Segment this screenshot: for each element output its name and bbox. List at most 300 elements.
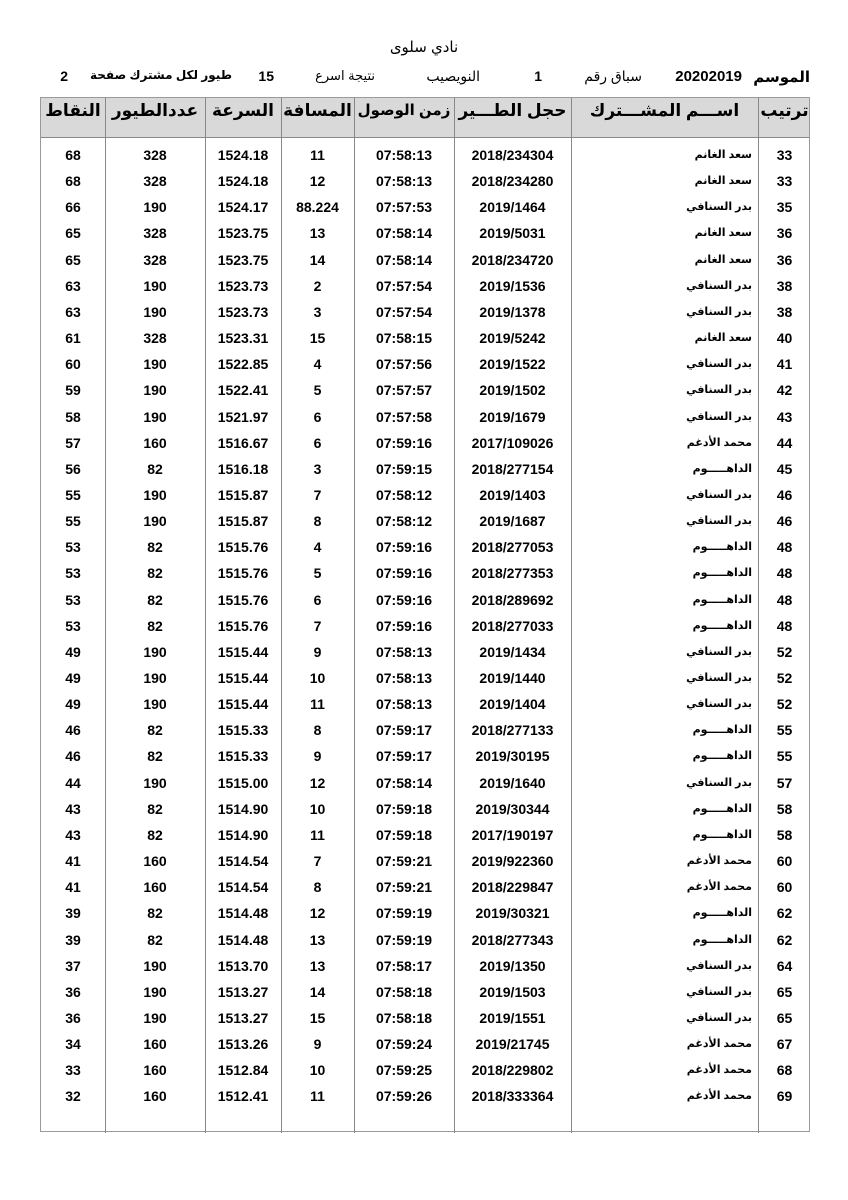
cell-points: 66: [65, 199, 81, 216]
cell-ring: 2019/1522: [479, 356, 546, 373]
table-row: [41, 430, 809, 456]
cell-participant: الداهـــــوم: [692, 593, 752, 606]
cell-participant: بدر السنافي: [686, 985, 752, 998]
cell-rank: 65: [776, 983, 793, 1000]
cell-rank: 65: [776, 1009, 793, 1026]
cell-birds: 160: [143, 879, 167, 896]
table-header: [41, 98, 809, 138]
cell-speed: 1523.31: [217, 330, 269, 347]
cell-speed: 1515.33: [217, 748, 269, 765]
cell-distance: 88.224: [296, 199, 339, 216]
cell-points: 53: [65, 539, 81, 556]
cell-birds: 190: [143, 957, 167, 974]
cell-distance: 9: [313, 748, 322, 765]
cell-distance: 5: [313, 382, 322, 399]
cell-points: 34: [65, 1036, 81, 1053]
cell-points: 49: [65, 670, 81, 686]
cell-rank: 55: [776, 748, 793, 765]
cell-speed: 1515.76: [217, 617, 269, 634]
cell-speed: 1524.18: [217, 173, 269, 190]
cell-distance: 6: [313, 591, 322, 608]
cell-ring: 2019/30344: [475, 800, 550, 817]
cell-ring: 2018/277053: [471, 539, 554, 556]
cell-points: 65: [65, 225, 81, 242]
cell-speed: 1515.33: [217, 722, 269, 739]
cell-ring: 2019/1350: [479, 957, 546, 974]
cell-points: 32: [65, 1088, 81, 1105]
cell-speed: 1512.84: [217, 1062, 269, 1079]
cell-rank: 48: [776, 565, 793, 582]
cell-participant: محمد الأدغم: [686, 1038, 752, 1051]
cell-participant: الداهـــــوم: [692, 462, 752, 475]
cell-participant: بدر السنافي: [686, 645, 752, 658]
cell-distance: 3: [313, 303, 322, 320]
cell-ring: 2018/289692: [471, 591, 554, 608]
cell-birds: 82: [147, 565, 163, 582]
per-label: طيور لكل مشترك صفحة: [90, 68, 232, 82]
cell-speed: 1514.90: [217, 826, 269, 843]
cell-rank: 44: [776, 434, 793, 451]
cell-arrival: 07:59:16: [375, 434, 433, 451]
cell-rank: 62: [776, 931, 793, 948]
cell-ring: 2019/5031: [479, 225, 546, 242]
cell-arrival: 07:57:54: [375, 277, 433, 294]
cell-distance: 8: [313, 879, 322, 896]
table-row: [41, 142, 809, 168]
cell-points: 60: [65, 356, 81, 373]
cell-rank: 42: [776, 382, 793, 399]
table-row: [41, 1057, 809, 1083]
cell-arrival: 07:58:18: [375, 983, 433, 1000]
season-value: 20202019: [675, 68, 742, 85]
cell-ring: 2019/1536: [479, 277, 546, 294]
cell-ring: 2019/30195: [475, 748, 550, 765]
table-row: [41, 613, 809, 639]
page-number: 2: [60, 68, 68, 84]
cell-speed: 1521.97: [217, 408, 269, 425]
cell-distance: 9: [313, 1036, 322, 1053]
cell-points: 41: [65, 853, 81, 870]
table-row: [41, 560, 809, 586]
cell-ring: 2018/277343: [471, 931, 554, 948]
cell-arrival: 07:57:57: [375, 382, 433, 399]
cell-rank: 68: [776, 1062, 793, 1079]
cell-arrival: 07:58:12: [375, 513, 433, 530]
cell-rank: 55: [776, 722, 793, 739]
cell-points: 46: [65, 722, 81, 739]
cell-speed: 1515.76: [217, 591, 269, 608]
table-row: [41, 220, 809, 246]
cell-rank: 36: [776, 225, 793, 242]
cell-birds: 82: [147, 460, 163, 477]
cell-ring: 2019/1378: [479, 303, 546, 320]
table-row: [41, 194, 809, 220]
cell-birds: 190: [143, 983, 167, 1000]
cell-ring: 2019/1434: [479, 643, 546, 660]
cell-ring: 2018/277033: [471, 617, 554, 634]
cell-arrival: 07:59:25: [375, 1062, 433, 1079]
cell-speed: 1523.75: [217, 225, 269, 242]
table-row: [41, 273, 809, 299]
cell-speed: 1515.44: [217, 670, 269, 686]
cell-rank: 38: [776, 277, 793, 294]
cell-arrival: 07:58:13: [375, 696, 433, 713]
cell-speed: 1522.85: [217, 356, 269, 373]
cell-distance: 13: [309, 225, 326, 242]
cell-speed: 1514.54: [217, 879, 269, 896]
cell-participant: محمد الأدغم: [686, 1064, 752, 1077]
cell-rank: 48: [776, 539, 793, 556]
cell-speed: 1515.00: [217, 774, 269, 791]
cell-distance: 11: [310, 147, 325, 163]
cell-arrival: 07:59:16: [375, 539, 433, 556]
cell-speed: 1513.27: [217, 1009, 269, 1026]
cell-points: 43: [65, 826, 81, 843]
table-row: [41, 796, 809, 822]
table-row: [41, 325, 809, 351]
cell-rank: 33: [776, 173, 793, 190]
cell-birds: 82: [147, 591, 163, 608]
cell-rank: 64: [776, 957, 793, 974]
cell-rank: 58: [776, 800, 793, 817]
club-name: نادي سلوى: [389, 39, 459, 56]
cell-speed: 1523.73: [217, 277, 269, 294]
cell-birds: 328: [143, 173, 167, 190]
cell-participant: بدر السنافي: [686, 776, 752, 789]
location: النويصيب: [426, 68, 480, 84]
cell-arrival: 07:58:14: [375, 774, 433, 791]
cell-participant: الداهـــــوم: [692, 619, 752, 632]
cell-participant: الداهـــــوم: [692, 724, 752, 737]
cell-birds: 82: [147, 905, 163, 922]
cell-participant: سعد الغانم: [694, 332, 752, 345]
cell-rank: 69: [776, 1088, 793, 1105]
cell-points: 53: [65, 591, 81, 608]
cell-arrival: 07:58:14: [375, 225, 433, 242]
cell-participant: بدر السنافي: [686, 959, 752, 972]
cell-participant: بدر السنافي: [686, 358, 752, 371]
race-label: سباق رقم: [584, 68, 642, 84]
cell-participant: الداهـــــوم: [692, 567, 752, 580]
cell-speed: 1524.18: [217, 147, 269, 163]
cell-speed: 1515.76: [217, 539, 269, 556]
cell-rank: 62: [776, 905, 793, 922]
table-row: [41, 1031, 809, 1057]
table-row: [41, 691, 809, 717]
fastest-label: نتيجة اسرع: [315, 68, 375, 83]
cell-points: 61: [65, 330, 81, 347]
cell-ring: 2018/277353: [471, 565, 554, 582]
cell-arrival: 07:58:13: [375, 173, 433, 190]
cell-participant: بدر السنافي: [686, 1011, 752, 1024]
cell-participant: سعد الغانم: [694, 149, 752, 161]
cell-speed: 1523.75: [217, 251, 269, 268]
header-distance: المسافة: [283, 101, 352, 120]
cell-distance: 11: [310, 1088, 325, 1105]
cell-arrival: 07:59:19: [375, 931, 433, 948]
cell-speed: 1522.41: [217, 382, 269, 399]
cell-distance: 7: [313, 486, 322, 503]
cell-distance: 9: [313, 643, 322, 660]
cell-birds: 190: [143, 303, 167, 320]
cell-points: 36: [65, 983, 81, 1000]
cell-speed: 1515.76: [217, 565, 269, 582]
cell-points: 57: [65, 434, 81, 451]
cell-ring: 2017/109026: [471, 434, 554, 451]
cell-birds: 190: [143, 408, 167, 425]
table-row: [41, 404, 809, 430]
cell-distance: 7: [313, 853, 322, 870]
cell-points: 68: [65, 147, 81, 163]
cell-distance: 11: [310, 826, 325, 843]
cell-ring: 2019/1502: [479, 382, 546, 399]
cell-ring: 2019/1404: [479, 696, 546, 713]
cell-distance: 5: [313, 565, 322, 582]
cell-participant: بدر السنافي: [686, 672, 752, 684]
cell-birds: 82: [147, 800, 163, 817]
cell-speed: 1514.54: [217, 853, 269, 870]
race-value: 1: [534, 68, 542, 84]
cell-birds: 160: [143, 1036, 167, 1053]
cell-speed: 1514.48: [217, 931, 269, 948]
cell-distance: 11: [310, 696, 325, 713]
table-row: [41, 482, 809, 508]
cell-distance: 4: [313, 539, 322, 556]
cell-birds: 160: [143, 853, 167, 870]
cell-rank: 67: [776, 1036, 793, 1053]
cell-points: 41: [65, 879, 81, 896]
cell-birds: 190: [143, 1009, 167, 1026]
cell-distance: 13: [309, 957, 326, 974]
cell-points: 55: [65, 486, 81, 503]
cell-speed: 1516.18: [217, 460, 269, 477]
cell-rank: 38: [776, 303, 793, 320]
cell-birds: 82: [147, 617, 163, 634]
cell-rank: 40: [776, 330, 793, 347]
cell-arrival: 07:58:18: [375, 1009, 433, 1026]
cell-ring: 2018/229802: [471, 1062, 554, 1079]
cell-participant: الداهـــــوم: [692, 802, 752, 815]
cell-arrival: 07:59:21: [375, 879, 433, 896]
cell-participant: بدر السنافي: [686, 384, 752, 397]
cell-birds: 328: [143, 251, 167, 268]
cell-distance: 12: [309, 173, 326, 190]
cell-rank: 52: [776, 643, 793, 660]
table-row: [41, 822, 809, 848]
cell-participant: الداهـــــوم: [692, 750, 752, 763]
cell-speed: 1524.17: [217, 199, 269, 216]
cell-arrival: 07:58:17: [375, 957, 433, 974]
cell-ring: 2017/190197: [471, 826, 554, 843]
cell-participant: محمد الأدغم: [686, 881, 752, 894]
cell-arrival: 07:58:14: [375, 251, 433, 268]
cell-participant: سعد الغانم: [694, 227, 752, 240]
cell-participant: الداهـــــوم: [692, 907, 752, 920]
cell-speed: 1513.27: [217, 983, 269, 1000]
cell-arrival: 07:59:16: [375, 591, 433, 608]
cell-points: 53: [65, 617, 81, 634]
cell-distance: 14: [309, 983, 326, 1000]
cell-distance: 6: [313, 434, 322, 451]
cell-distance: 10: [309, 1062, 326, 1079]
cell-birds: 190: [143, 382, 167, 399]
cell-distance: 12: [309, 774, 326, 791]
cell-birds: 160: [143, 434, 167, 451]
cell-ring: 2019/1503: [479, 983, 546, 1000]
cell-points: 37: [65, 957, 81, 974]
cell-birds: 190: [143, 356, 167, 373]
cell-birds: 190: [143, 486, 167, 503]
cell-ring: 2018/234280: [471, 173, 554, 190]
cell-ring: 2019/922360: [471, 853, 554, 870]
cell-distance: 7: [313, 617, 322, 634]
cell-points: 36: [65, 1009, 81, 1026]
cell-distance: 10: [309, 670, 326, 686]
cell-ring: 2019/1551: [479, 1009, 546, 1026]
cell-rank: 43: [776, 408, 793, 425]
table-row: [41, 1083, 809, 1109]
cell-points: 55: [65, 513, 81, 530]
cell-rank: 58: [776, 826, 793, 843]
cell-participant: الداهـــــوم: [692, 933, 752, 946]
header-rank: ترتيب: [760, 101, 809, 120]
cell-participant: بدر السنافي: [686, 410, 752, 423]
cell-participant: محمد الأدغم: [686, 1090, 752, 1103]
cell-participant: بدر السنافي: [686, 279, 752, 292]
cell-arrival: 07:59:17: [375, 748, 433, 765]
cell-birds: 190: [143, 199, 167, 216]
cell-distance: 4: [313, 356, 322, 373]
cell-arrival: 07:59:18: [375, 826, 433, 843]
cell-birds: 190: [143, 774, 167, 791]
cell-speed: 1515.44: [217, 643, 269, 660]
cell-distance: 2: [313, 277, 322, 294]
season-label: الموسم: [753, 69, 810, 86]
cell-ring: 2019/1679: [479, 408, 546, 425]
cell-points: 39: [65, 905, 81, 922]
cell-birds: 82: [147, 826, 163, 843]
cell-speed: 1514.48: [217, 905, 269, 922]
cell-arrival: 07:59:15: [375, 460, 433, 477]
cell-speed: 1513.70: [217, 957, 269, 974]
cell-ring: 2019/5242: [479, 330, 546, 347]
cell-rank: 48: [776, 617, 793, 634]
results-table: [40, 97, 810, 1132]
cell-ring: 2018/333364: [471, 1088, 554, 1105]
table-row: [41, 743, 809, 769]
cell-arrival: 07:57:54: [375, 303, 433, 320]
table-row: [41, 168, 809, 194]
table-row: [41, 351, 809, 377]
header-participant: اســـم المشـــترك: [589, 101, 740, 120]
table-row: [41, 979, 809, 1005]
cell-distance: 12: [309, 905, 326, 922]
cell-arrival: 07:59:21: [375, 853, 433, 870]
cell-birds: 160: [143, 1062, 167, 1079]
cell-birds: 190: [143, 513, 167, 530]
cell-rank: 52: [776, 696, 793, 713]
cell-points: 44: [65, 774, 81, 791]
cell-rank: 48: [776, 591, 793, 608]
cell-speed: 1515.87: [217, 486, 269, 503]
cell-points: 65: [65, 251, 81, 268]
table-row: [41, 717, 809, 743]
cell-rank: 52: [776, 670, 793, 686]
table-row: [41, 770, 809, 796]
cell-rank: 41: [776, 356, 793, 373]
cell-points: 43: [65, 800, 81, 817]
cell-ring: 2018/277133: [471, 722, 554, 739]
cell-speed: 1523.73: [217, 303, 269, 320]
table-row: [41, 639, 809, 665]
cell-ring: 2019/1687: [479, 513, 546, 530]
cell-participant: الداهـــــوم: [692, 541, 752, 554]
cell-distance: 3: [313, 460, 322, 477]
cell-ring: 2019/1640: [479, 774, 546, 791]
cell-participant: بدر السنافي: [686, 305, 752, 318]
cell-birds: 328: [143, 330, 167, 347]
table-row: [41, 665, 809, 691]
cell-arrival: 07:59:17: [375, 722, 433, 739]
table-row: [41, 377, 809, 403]
cell-participant: بدر السنافي: [686, 698, 752, 711]
header-birds: عددالطيور: [111, 101, 199, 120]
cell-ring: 2019/1464: [479, 199, 546, 216]
cell-arrival: 07:57:53: [375, 199, 433, 216]
table-row: [41, 299, 809, 325]
cell-participant: محمد الأدغم: [686, 855, 752, 868]
cell-points: 39: [65, 931, 81, 948]
cell-participant: محمد الأدغم: [686, 436, 752, 449]
cell-points: 49: [65, 643, 81, 660]
cell-birds: 82: [147, 748, 163, 765]
cell-arrival: 07:58:13: [375, 670, 433, 686]
header-arrival: زمن الوصول: [357, 102, 451, 119]
cell-ring: 2019/21745: [475, 1036, 550, 1053]
cell-arrival: 07:59:19: [375, 905, 433, 922]
cell-arrival: 07:58:15: [375, 330, 433, 347]
cell-speed: 1515.44: [217, 696, 269, 713]
cell-birds: 328: [143, 147, 167, 163]
cell-arrival: 07:58:12: [375, 486, 433, 503]
cell-distance: 13: [309, 931, 326, 948]
cell-ring: 2018/234304: [471, 147, 554, 163]
cell-arrival: 07:58:13: [375, 643, 433, 660]
cell-speed: 1516.67: [217, 434, 269, 451]
cell-points: 53: [65, 565, 81, 582]
cell-points: 63: [65, 303, 81, 320]
cell-participant: بدر السنافي: [686, 488, 752, 501]
cell-arrival: 07:59:26: [375, 1088, 433, 1105]
cell-arrival: 07:59:18: [375, 800, 433, 817]
cell-distance: 14: [309, 251, 326, 268]
cell-ring: 2019/30321: [475, 905, 550, 922]
cell-ring: 2018/229847: [471, 879, 554, 896]
cell-speed: 1512.41: [217, 1088, 269, 1105]
table-row: [41, 848, 809, 874]
cell-points: 58: [65, 408, 81, 425]
table-row: [41, 900, 809, 926]
cell-birds: 328: [143, 225, 167, 242]
cell-speed: 1514.90: [217, 800, 269, 817]
table-row: [41, 247, 809, 273]
cell-arrival: 07:57:58: [375, 408, 433, 425]
cell-birds: 82: [147, 722, 163, 739]
cell-points: 59: [65, 382, 81, 399]
cell-rank: 33: [776, 147, 793, 163]
cell-distance: 8: [313, 722, 322, 739]
cell-rank: 60: [776, 879, 793, 896]
